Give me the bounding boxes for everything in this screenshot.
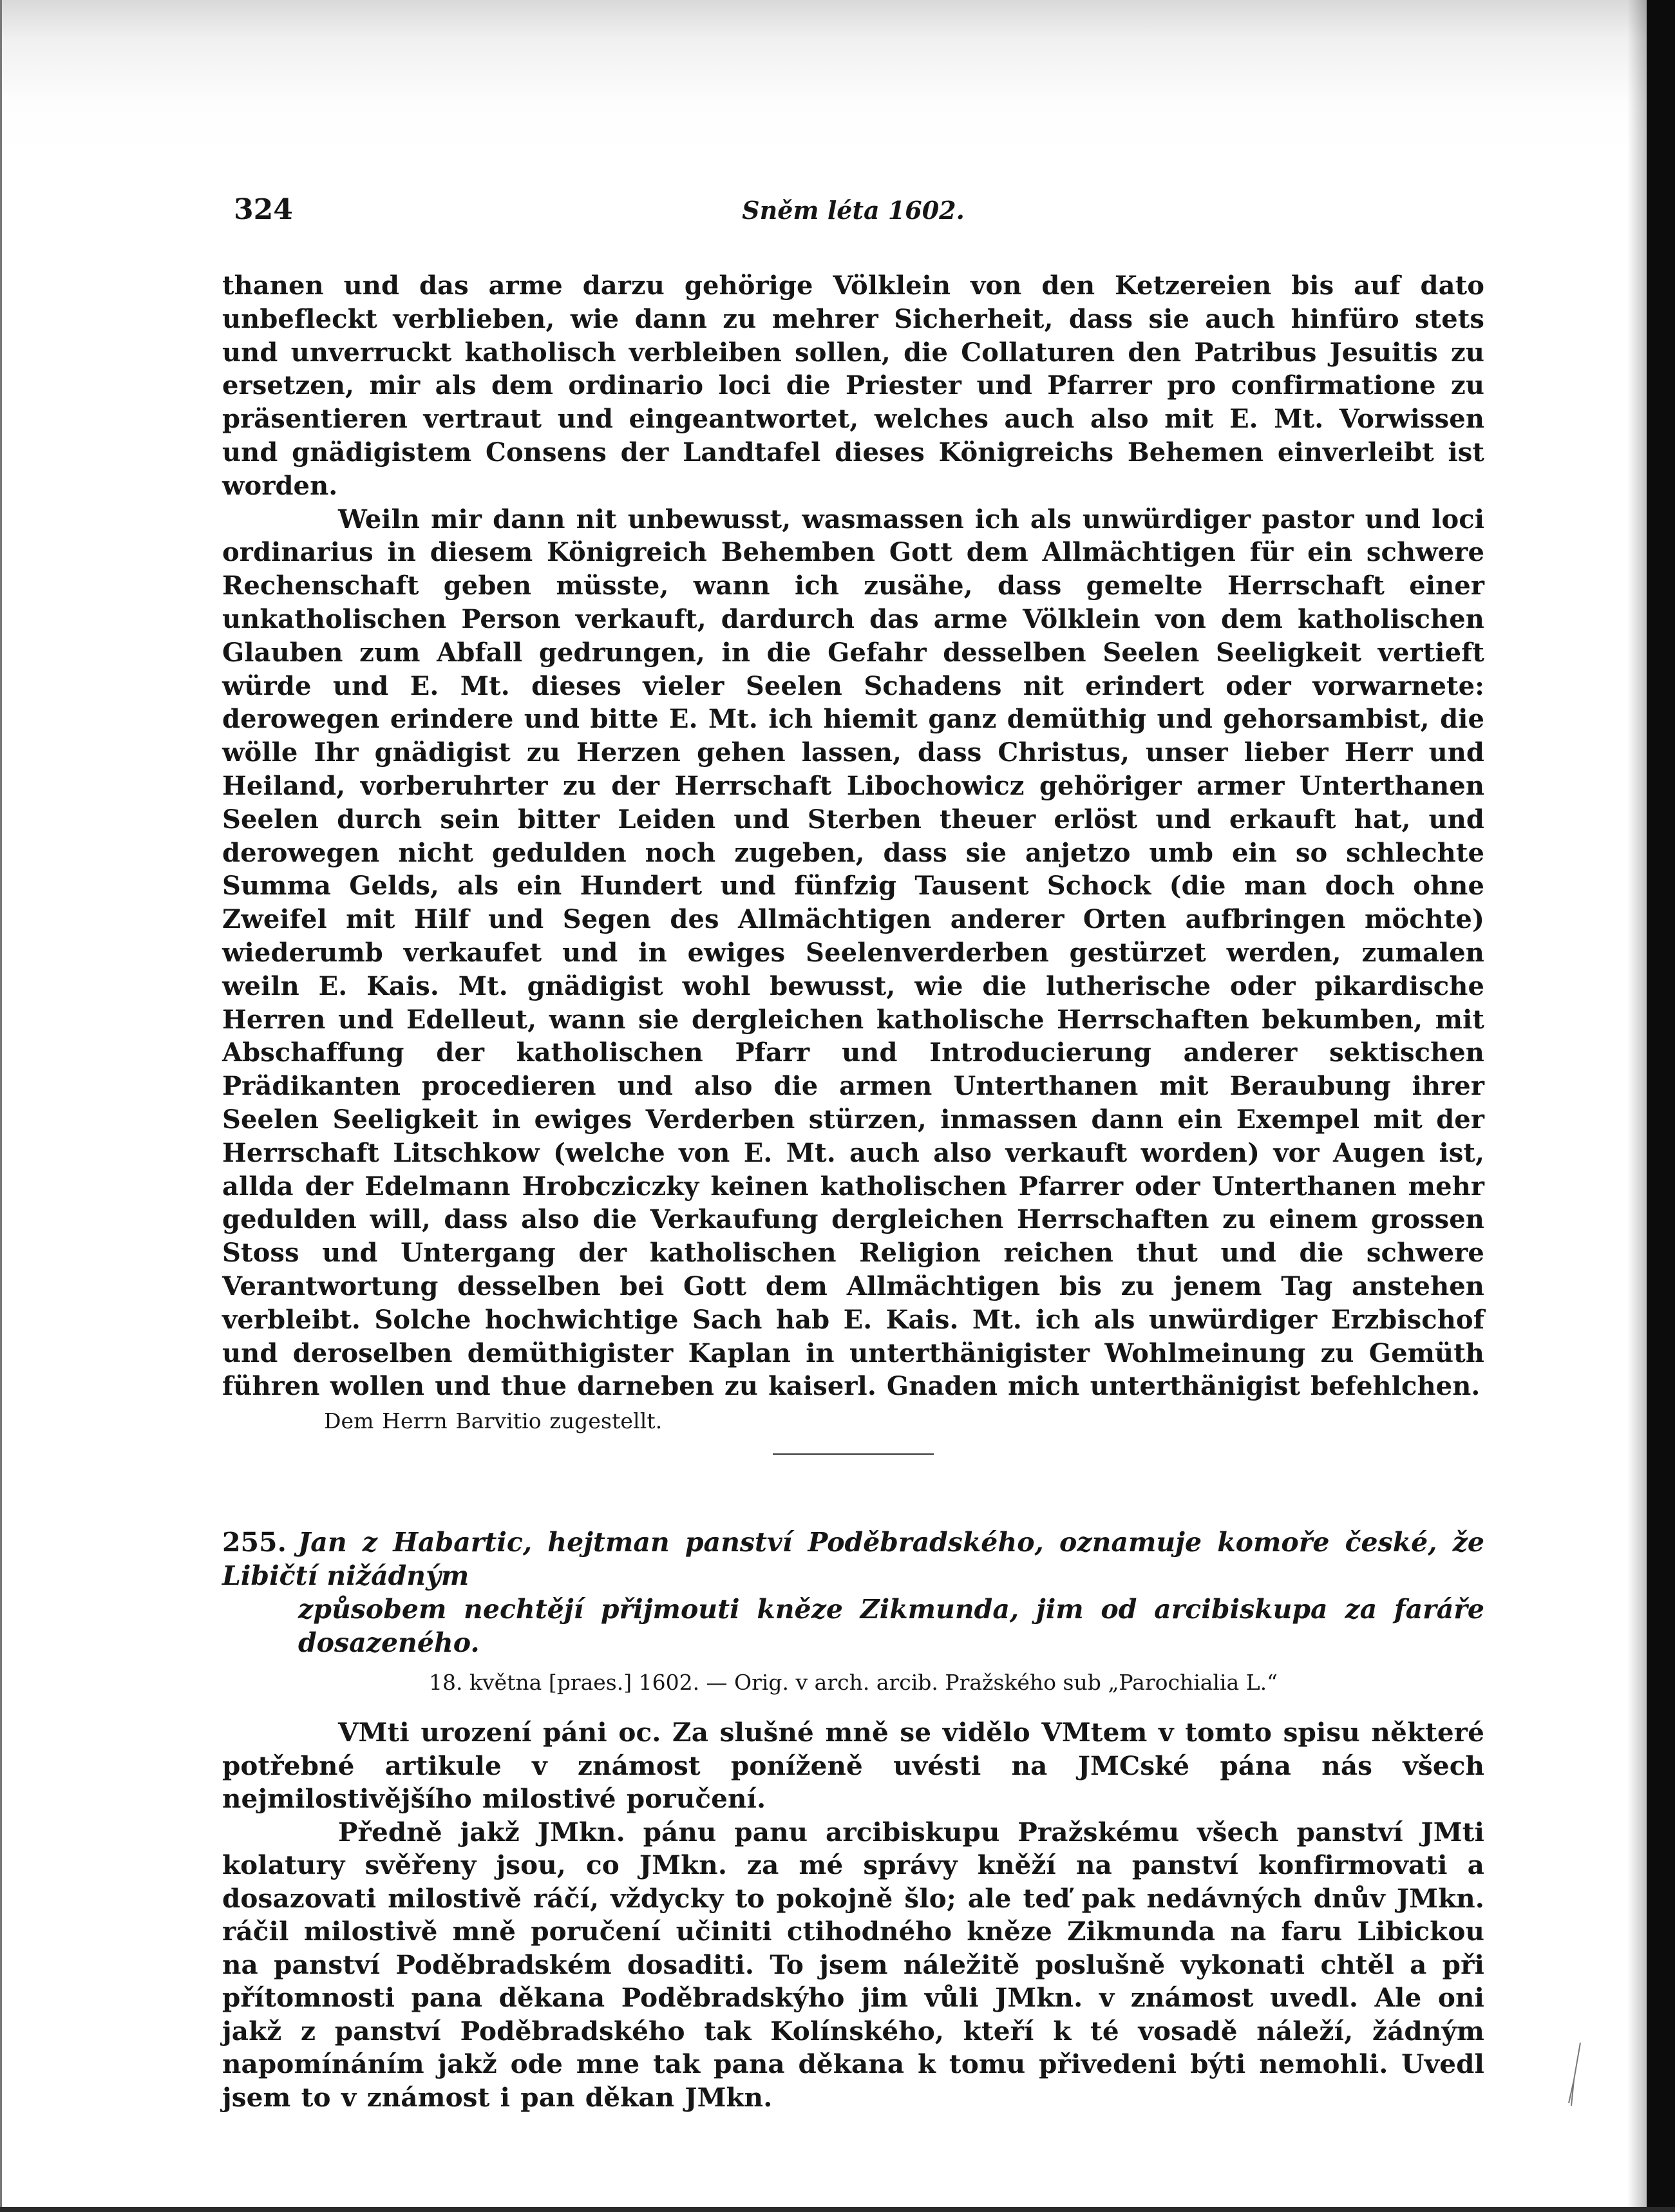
scan-bottom-border bbox=[0, 2207, 1675, 2212]
czech-text bbox=[222, 1716, 1484, 2114]
german-paragraph-1: thanen und das arme darzu gehörige Völklein von den Ketzereien bis auf dato unbefleckt verblieben, wie dann zu mehrer Sicherheit, dass sie auch hinfüro stets und unverruckt katholisch verbleiben sollen, die Collaturen den Patribus Jesuitis zu ersetzen, mir als dem ordinario loci die Priester und Pfarrer pro confirmatione zu präsentieren vertraut und eingeantwortet, welches auch also mit E. Mt. Vorwissen und gnädigistem Consens der Landtafel dieses Königreichs Behemen einverleibt ist worden. bbox=[222, 270, 1484, 501]
delivery-note: Dem Herrn Barvitio zugestellt. bbox=[324, 1408, 663, 1434]
scan-left-edge bbox=[0, 0, 2, 2212]
page-content bbox=[222, 193, 1484, 2114]
german-paragraph-2: Weiln mir dann nit unbewusst, wasmassen ich als unwürdiger pastor und loci ordinarius in diesem Königreich Behemben Gott dem Allmächtigen für ein schwere Rechenschaft geben müsste, wann ich zusähe, dass gemelte Herrschaft einer unkatholischen Person verkauft, dardurch das arme Völklein von dem katholischen Glauben zum Abfall gedrungen, in die Gefahr desselben Seelen Seeligkeit vertieft würde und E. Mt. dieses vieler Seelen Schadens nit erindert oder vorwarnete: derowegen erindere und bitte E. Mt. ich hiemit ganz demüthig und gehorsambist, die wölle Ihr gnädigist zu Herzen gehen lassen, dass Christus, unser lieber Herr und Heiland, vorberuhrter zu der Herrschaft Libochowicz gehöriger armer Unterthanen Seelen durch sein bitter Leiden und Sterben theuer erlöst und erkauft hat, und derowegen nicht gedulden noch zugeben, dass sie anjetzo umb ein so schlechte Summa Gelds, als ein Hundert und fünfzig Tausent Schock (die man doch ohne Zweifel mit Hilf und Segen des Allmächtigen anderer Orten aufbringen möchte) wiederumb verkaufet und in ewiges Seelenverderben gestürzet werden, zumalen weiln E. Kais. Mt. gnädigist wohl bewusst, wie die lutherische oder pikardische Herren und Edelleut, wann sie dergleichen katholische Herrschaften bekumben, mit Abschaffung der katholischen Pfarr und Introducierung anderer sektischen Prädikanten procedieren und also die armen Unterthanen mit Beraubung ihrer Seelen Seeligkeit in ewiges Verderben stürzen, inmassen dann ein Exempel mit der Herrschaft Litschkow (welche von E. Mt. auch also verkauft worden) vor Augen ist, allda der Edelmann Hrobcziczky keinen katholischen Pfarrer oder Unterthanen mehr gedulden will, dass also die Verkaufung dergleichen Herrschaften zu einem grossen Stoss und Untergang der katholischen Religion reichen thut und die schwere Verantwortung desselben bei Gott dem Allmächtigen bis zu jenem Tag anstehen verbleibt. Solche hochwichtige Sach hab E. Kais. Mt. ich als unwürdiger Erzbischof und deroselben demüthigister Kaplan in unterthänigister Wohlmeinung zu Gemüth führen wollen und thue darneben zu kaiserl. Gnaden mich unterthänigist befehlchen. bbox=[222, 504, 1484, 1402]
document-heading-line-1: Jan z Habartic, hejtman panství Poděbradského, oznamuje komoře české, že Libičtí nižádným bbox=[222, 1527, 1484, 1592]
running-head: Sněm léta 1602. bbox=[742, 196, 965, 225]
czech-paragraph-2: Předně jakž JMkn. pánu panu arcibiskupu Pražskému všech panství JMti kolatury svěřeny jsou, co JMkn. za mé správy kněží na panství konfirmovati a dosazovati milostivě ráčí, vždycky to pokojně šlo; ale teď pak nedávných dnův JMkn. ráčil milostivě mně poručení učiniti ctihodného kněze Zikmunda na faru Libickou na panství Poděbradském dosaditi. To jsem náležitě poslušně vykonati chtěl a při přítomnosti pana děkana Poděbradskýho jim vůli JMkn. v známost uvedl. Ale oni jakž z panství Poděbradského tak Kolínského, kteří k té vosadě náleží, žádným napomínáním jakž ode mne tak pana děkana k tomu přivedeni býti nemohli. Uvedl jsem to v známost i pan děkan JMkn. bbox=[222, 1816, 1484, 2113]
czech-paragraph-1: VMti urození páni oc. Za slušné mně se vidělo VMtem v tomto spisu některé potřebné artikule v známost poníženě uvésti na JMCské pána nás všech nejmilostivějšího milostivé poručení. bbox=[222, 1717, 1484, 1815]
page-header bbox=[222, 193, 1484, 232]
german-text bbox=[222, 269, 1484, 1435]
document-source: 18. května [praes.] 1602. — Orig. v arch. arcib. Pražského sub „Parochialia L.“ bbox=[429, 1670, 1278, 1696]
page-number: 324 bbox=[234, 193, 293, 226]
scan-right-shadow bbox=[1627, 0, 1647, 2212]
document-heading bbox=[222, 1526, 1484, 1659]
pencil-mark bbox=[1566, 2041, 1585, 2112]
section-separator bbox=[773, 1453, 934, 1455]
document-heading-line-2: způsobem nechtějí přijmouti kněze Zikmunda, jim od arcibiskupa za faráře dosazeného. bbox=[298, 1594, 1484, 1659]
document-number: 255. bbox=[222, 1527, 287, 1558]
scan-right-border bbox=[1647, 0, 1675, 2212]
